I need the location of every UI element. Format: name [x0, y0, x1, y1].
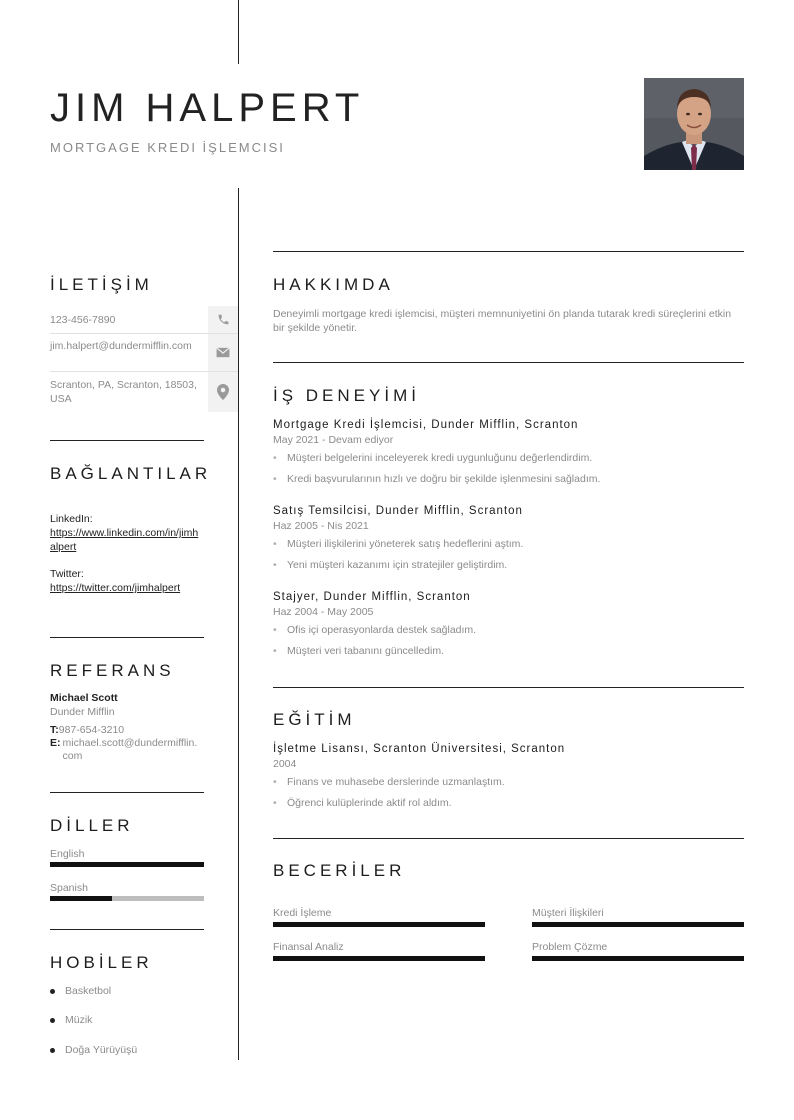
job-title: Mortgage Kredi İşlemcisi, Dunder Mifflin, Scranton: [273, 419, 579, 431]
contact-email[interactable]: jim.halpert@dundermifflin.com: [50, 340, 192, 352]
skill-level-bar: [532, 956, 744, 961]
divider: [273, 687, 744, 688]
phone-icon: [208, 306, 238, 333]
language-level-fill: [50, 862, 204, 867]
hobbies-heading: HOBİLER: [50, 953, 153, 972]
about-heading: HAKKIMDA: [273, 275, 394, 294]
divider: [273, 251, 744, 252]
languages-heading: DİLLER: [50, 816, 134, 835]
contact-address-row: [50, 372, 238, 412]
linkedin-label: LinkedIn:: [50, 513, 93, 525]
reference-phone-line: [50, 724, 206, 737]
location-pin-icon: [208, 372, 238, 412]
job-title: Satış Temsilcisi, Dunder Mifflin, Scranton: [273, 505, 523, 517]
job-bullet: • Müşteri belgelerini inceleyerek kredi uygunluğunu değerlendirdim.: [273, 451, 744, 465]
twitter-label: Twitter:: [50, 568, 84, 580]
education-heading: EĞİTİM: [273, 710, 356, 729]
skill-level-bar: [273, 956, 485, 961]
education-date: 2004: [273, 758, 297, 770]
language-level-fill: [50, 896, 112, 901]
job-entry: [273, 590, 744, 658]
divider: [50, 440, 204, 441]
education-title: İşletme Lisansı, Scranton Üniversitesi, Scranton: [273, 743, 566, 755]
contact-heading: İLETİŞİM: [50, 275, 153, 294]
language-name: English: [50, 848, 85, 860]
hobby-label: Müzik: [65, 1014, 93, 1026]
reference-heading: REFERANS: [50, 661, 175, 680]
links-heading: BAĞLANTILAR: [50, 464, 212, 483]
skill-level-bar: [532, 922, 744, 927]
reference-email[interactable]: michael.scott@dundermifflin.com: [62, 737, 198, 762]
job-bullet: • Kredi başvurularının hızlı ve doğru bir şekilde işlenmesini sağladım.: [273, 472, 744, 486]
envelope-icon: [208, 334, 238, 371]
candidate-title: MORTGAGE KREDI İŞLEMCISI: [50, 140, 285, 155]
language-level-bar: [50, 862, 204, 867]
bullet-icon: [50, 1018, 55, 1023]
list-item: [50, 1044, 137, 1056]
list-item: [50, 1014, 92, 1026]
skills-heading: BECERİLER: [273, 861, 406, 880]
about-text: Deneyimli mortgage kredi işlemcisi, müşteri memnuniyetini ön planda tutarak kredi süreçlerini etkin bir şekilde yönetir.: [273, 308, 732, 334]
contact-email-row: [50, 334, 238, 372]
job-bullet: • Ofis içi operasyonlarda destek sağladım.: [273, 623, 744, 637]
divider: [50, 637, 204, 638]
contact-address: Scranton, PA, Scranton, 18503, USA: [50, 379, 197, 405]
job-entry: [273, 418, 744, 486]
hobby-label: Doğa Yürüyüşü: [65, 1044, 138, 1056]
skill-level-bar: [273, 922, 485, 927]
reference-email-label: E:: [50, 737, 61, 749]
list-item: [50, 985, 111, 997]
job-date: Haz 2005 - Nis 2021: [273, 520, 369, 532]
skill-name: Finansal Analiz: [273, 941, 344, 953]
job-bullet: • Müşteri ilişkilerini yöneterek satış hedeflerini aştım.: [273, 537, 744, 551]
reference-email-line: [50, 737, 206, 763]
divider: [50, 929, 204, 930]
column-divider: [238, 188, 239, 1060]
experience-heading: İŞ DENEYİMİ: [273, 386, 420, 405]
divider: [273, 838, 744, 839]
linkedin-link[interactable]: https://www.linkedin.com/in/jimhalpert: [50, 527, 199, 553]
skill-name: Müşteri İlişkileri: [532, 907, 604, 919]
job-entry: [273, 504, 744, 572]
education-bullet: • Öğrenci kulüplerinde aktif rol aldım.: [273, 796, 744, 810]
job-date: Haz 2004 - May 2005: [273, 606, 374, 618]
twitter-link[interactable]: https://twitter.com/jimhalpert: [50, 582, 181, 594]
language-level-bar: [50, 896, 204, 901]
hobby-label: Basketbol: [65, 985, 112, 997]
education-bullet: • Finans ve muhasebe derslerinde uzmanlaştım.: [273, 775, 744, 789]
job-title: Stajyer, Dunder Mifflin, Scranton: [273, 591, 471, 603]
reference-name: Michael Scott: [50, 692, 118, 704]
job-date: May 2021 - Devam ediyor: [273, 434, 394, 446]
contact-phone[interactable]: 123-456-7890: [50, 314, 116, 326]
language-name: Spanish: [50, 882, 88, 894]
skill-name: Kredi İşleme: [273, 907, 332, 919]
reference-company: Dunder Mifflin: [50, 706, 115, 718]
skill-name: Problem Çözme: [532, 941, 608, 953]
divider-top: [238, 0, 239, 64]
candidate-name: JIM HALPERT: [50, 86, 365, 130]
bullet-icon: [50, 1048, 55, 1053]
job-bullet: • Müşteri veri tabanını güncelledim.: [273, 644, 744, 658]
reference-phone[interactable]: 987-654-3210: [58, 724, 125, 736]
contact-phone-row: [50, 306, 238, 334]
bullet-icon: [50, 989, 55, 994]
divider: [50, 792, 204, 793]
profile-photo: [644, 78, 744, 170]
job-bullet: • Yeni müşteri kazanımı için stratejiler geliştirdim.: [273, 558, 744, 572]
reference-phone-label: T:: [50, 724, 59, 736]
divider: [273, 362, 744, 363]
education-entry: [273, 742, 744, 810]
